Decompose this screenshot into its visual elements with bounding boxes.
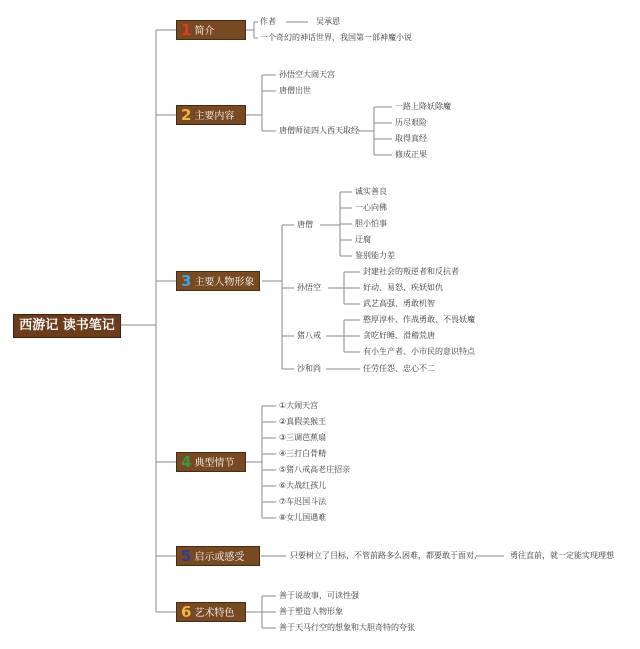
character-name: 猪八戒: [297, 331, 321, 340]
character-trait: 任劳任怨、忠心不二: [363, 364, 435, 373]
character-name: 孙悟空: [297, 283, 321, 292]
content-item: 孙悟空大闹天宫: [279, 70, 335, 79]
plot-item: ①大闹天宫: [279, 401, 319, 410]
character-trait: 憨厚淳朴、作战勇敢、不畏妖魔: [363, 315, 475, 324]
branch-insights: [176, 546, 260, 566]
branch-number: 1: [181, 21, 192, 39]
artistic-item: 善于说故事，可读性强: [279, 591, 359, 600]
branch-artistic-features: [176, 602, 246, 622]
branch-label: 典型情节: [194, 458, 235, 469]
plot-item: ④三打白骨精: [279, 449, 327, 458]
character-trait: 一心向佛: [355, 203, 387, 212]
content-item: 唐僧师徒四人西天取经: [279, 126, 359, 135]
character-trait: 好动、易怒、疾妖如仇: [363, 283, 443, 292]
branch-number: 2: [181, 106, 192, 124]
character-trait: 鉴别能力差: [355, 251, 395, 260]
artistic-item: 善于天马行空的想象和大胆奇特的夸张: [279, 623, 415, 632]
author-name: 吴承恩: [316, 17, 340, 26]
plot-item: ②真假美猴王: [279, 417, 327, 426]
plot-item: ⑧女儿国遇难: [279, 513, 327, 522]
content-subitem: 修成正果: [395, 150, 427, 159]
branch-main-content: [176, 105, 246, 125]
branch-introduction: [176, 20, 246, 40]
branch-label: 艺术特色: [194, 608, 235, 619]
plot-item: ③三调芭蕉扇: [279, 433, 327, 442]
content-subitem: 历尽艰险: [395, 118, 427, 127]
character-trait: 武艺高强、勇敢机智: [363, 299, 435, 308]
content-item: 唐僧出世: [279, 86, 311, 95]
plot-item: ⑥大战红孩儿: [279, 481, 327, 490]
branch-label: 主要内容: [194, 111, 235, 122]
character-trait: 胆小怕事: [355, 219, 387, 228]
branch-number: 3: [181, 272, 192, 290]
character-trait: 诚实善良: [355, 187, 387, 196]
branch-typical-plots: [176, 452, 246, 472]
insight-detail: 勇往直前，就一定能实现理想: [510, 551, 614, 560]
root-node: 西游记 读书笔记: [13, 314, 121, 338]
insight-text: 只要树立了目标，不管前路多么困难，都要敢于面对，: [290, 551, 482, 560]
character-name: 沙和尚: [297, 364, 321, 373]
character-trait: 有小生产者、小市民的意识特点: [363, 347, 475, 356]
branch-number: 6: [181, 603, 192, 621]
branch-number: 5: [181, 547, 192, 565]
branch-label: 简介: [194, 26, 215, 37]
content-subitem: 一路上降妖除魔: [395, 102, 451, 111]
plot-item: ⑤猪八戒高老庄招亲: [279, 465, 351, 474]
artistic-item: 善于塑造人物形象: [279, 607, 343, 616]
character-trait: 迂腐: [355, 235, 371, 244]
character-trait: 贪吃好睡、滑稽荒唐: [363, 331, 435, 340]
plot-item: ⑦车迟国斗法: [279, 497, 327, 506]
character-trait: 封建社会的叛逆者和反抗者: [363, 267, 459, 276]
intro-summary: 一个奇幻的神话世界，我国第一部神魔小说: [260, 33, 412, 42]
author-label: 作者: [260, 17, 276, 26]
content-subitem: 取得真经: [395, 134, 427, 143]
character-name: 唐僧: [297, 220, 313, 229]
branch-number: 4: [181, 453, 192, 471]
branch-main-characters: [176, 271, 260, 291]
branch-label: 主要人物形象: [194, 277, 255, 288]
branch-label: 启示或感受: [194, 552, 245, 563]
